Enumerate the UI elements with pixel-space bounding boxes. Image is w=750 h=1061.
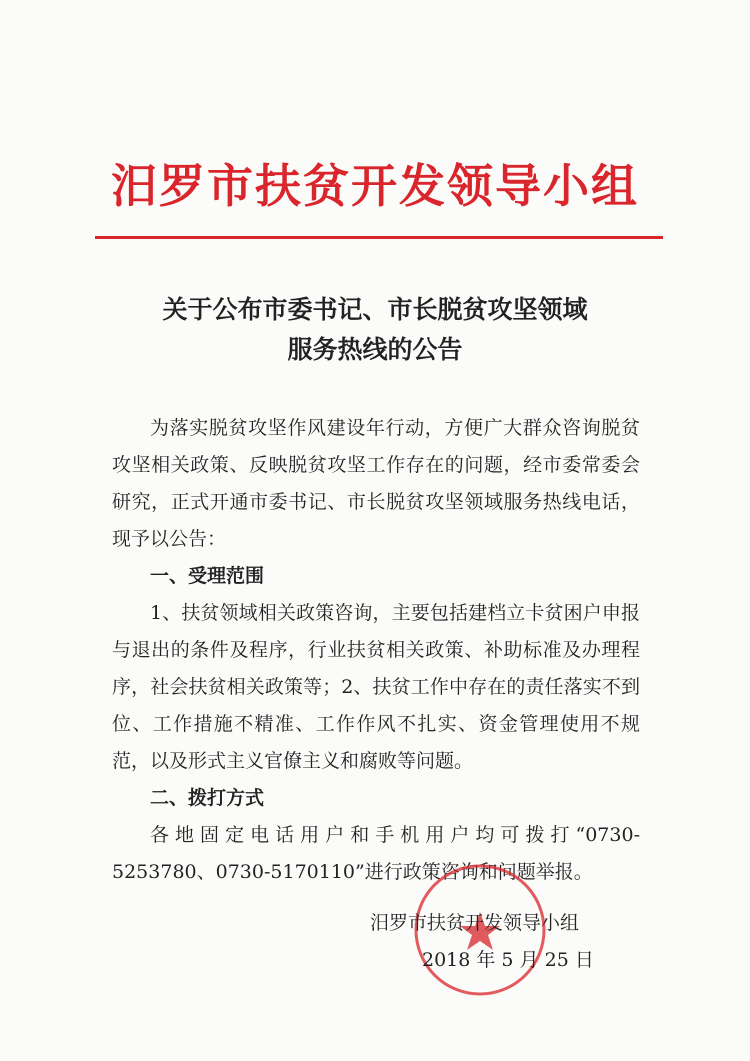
section-1-heading: 一、受理范围: [150, 565, 265, 587]
title-line-2: 服务热线的公告: [287, 335, 463, 364]
section-2-paragraph: 各地固定电话用户和手机用户均可拨打“0730-5253780、0730-5170110”进行政策咨询和问题举报。: [112, 824, 640, 883]
red-divider: [95, 236, 663, 239]
intro-paragraph: 为落实脱贫攻坚作风建设年行动，方便广大群众咨询脱贫攻坚相关政策、反映脱贫攻坚工作存在的问题，经市委常委会研究，正式开通市委书记、市长脱贫攻坚领域服务热线电话，现予以公告：: [112, 417, 640, 550]
title-line-1: 关于公布市委书记、市长脱贫攻坚领域: [162, 295, 588, 324]
document-body: [112, 410, 640, 891]
signature-org: 汨罗市扶贫开发领导小组: [370, 912, 580, 934]
signature-block: [370, 905, 630, 979]
org-title: 汨罗市扶贫开发领导小组: [111, 159, 639, 213]
document-title: [0, 290, 750, 370]
section-2-heading: 二、拨打方式: [150, 787, 265, 809]
signature-date: 2018 年 5 月 25 日: [422, 949, 594, 971]
section-1-paragraph: 1、扶贫领域相关政策咨询，主要包括建档立卡贫困户申报与退出的条件及程序，行业扶贫相关政策、补助标准及办理程序，社会扶贫相关政策等；2、扶贫工作中存在的责任落实不到位、工作措施不精准、工作作风不扎实、资金管理使用不规范，以及形式主义官僚主义和腐败等问题。: [112, 602, 640, 772]
